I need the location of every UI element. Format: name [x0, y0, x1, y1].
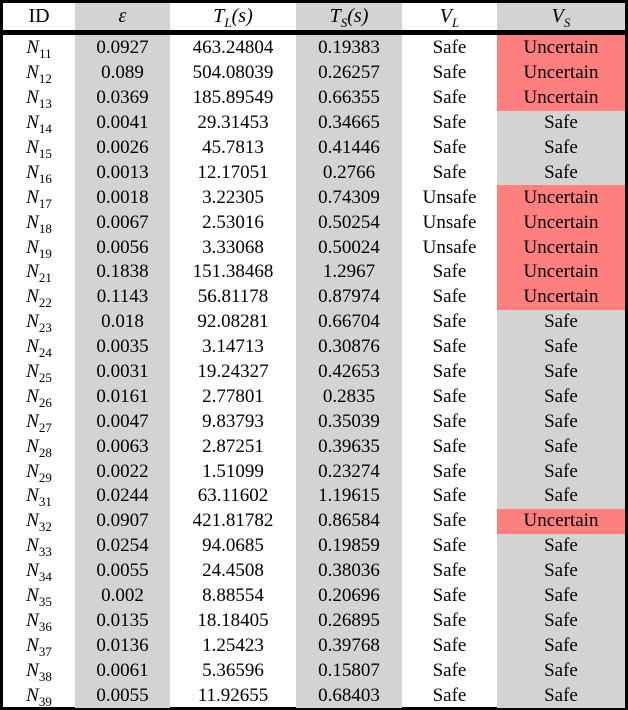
table-row — [3, 584, 625, 609]
header-epsilon — [75, 3, 170, 30]
vs-cell: Safe — [497, 136, 625, 161]
ts-cell: 0.39635 — [296, 434, 402, 459]
id-cell — [3, 310, 75, 335]
table-row — [3, 683, 625, 708]
ts-cell: 0.35039 — [296, 409, 402, 434]
id-main: N — [26, 361, 39, 383]
id-cell — [3, 335, 75, 360]
id-main: N — [26, 634, 39, 656]
header-row — [3, 3, 625, 30]
ts-cell: 0.68403 — [296, 683, 402, 708]
id-main: N — [26, 684, 39, 706]
vl-cell: Safe — [432, 87, 467, 109]
id-cell — [3, 136, 75, 161]
table-row — [3, 61, 625, 86]
epsilon-cell: 0.0136 — [75, 633, 170, 658]
vs-cell: Safe — [497, 683, 625, 708]
id-cell — [3, 484, 75, 509]
id-cell — [3, 260, 75, 285]
tl-cell: 463.24804 — [192, 37, 274, 59]
id-main: N — [26, 560, 39, 582]
vl-cell: Safe — [432, 161, 467, 183]
ts-cell: 0.23274 — [296, 459, 402, 484]
id-main: N — [26, 286, 39, 308]
id-main: N — [26, 186, 39, 208]
epsilon-cell: 0.0018 — [75, 185, 170, 210]
ts-cell: 1.2967 — [296, 260, 402, 285]
vl-cell: Safe — [432, 485, 467, 507]
epsilon-cell: 0.089 — [75, 61, 170, 86]
vs-cell: Safe — [497, 409, 625, 434]
id-sub: 19 — [38, 245, 52, 261]
id-cell — [3, 86, 75, 111]
vs-cell: Safe — [497, 559, 625, 584]
epsilon-cell: 0.0026 — [75, 136, 170, 161]
vl-cell: Safe — [432, 112, 467, 134]
id-cell — [3, 584, 75, 609]
table-row — [3, 235, 625, 260]
id-sub: 28 — [38, 444, 52, 460]
tl-cell: 92.08281 — [197, 311, 269, 333]
header-vs-main: V — [551, 5, 564, 27]
header-vs — [497, 3, 625, 30]
table-row — [3, 285, 625, 310]
id-sub: 33 — [38, 544, 52, 560]
vs-cell: Safe — [497, 484, 625, 509]
id-sub: 36 — [38, 618, 52, 634]
ts-cell: 1.19615 — [296, 484, 402, 509]
id-sub: 37 — [38, 643, 52, 659]
tl-cell: 1.51099 — [202, 460, 264, 482]
tl-cell: 45.7813 — [202, 137, 264, 158]
vs-cell: Uncertain — [497, 260, 625, 285]
epsilon-cell: 0.0022 — [75, 459, 170, 484]
ts-cell: 0.26257 — [296, 61, 402, 86]
vl-cell: Unsafe — [422, 186, 477, 208]
id-sub: 34 — [38, 569, 52, 585]
table-body — [0, 32, 628, 710]
id-sub: 24 — [38, 345, 52, 361]
epsilon-cell: 0.1143 — [75, 285, 170, 310]
id-cell — [3, 409, 75, 434]
tl-cell: 56.81178 — [197, 286, 269, 308]
ts-cell: 0.19383 — [296, 35, 402, 61]
ts-cell: 0.26895 — [296, 608, 402, 633]
vl-cell: Safe — [432, 659, 467, 681]
id-cell — [3, 459, 75, 484]
vl-cell: Unsafe — [422, 236, 477, 258]
id-cell — [3, 185, 75, 210]
tl-cell: 8.88554 — [202, 585, 264, 607]
vs-cell: Uncertain — [497, 210, 625, 235]
id-main: N — [26, 37, 40, 59]
epsilon-cell: 0.0055 — [75, 559, 170, 584]
id-main: N — [26, 585, 39, 607]
tl-cell: 1.25423 — [202, 634, 264, 656]
header-epsilon-label: ε — [118, 5, 127, 27]
ts-cell: 0.15807 — [296, 658, 402, 683]
id-sub: 16 — [38, 170, 52, 186]
vs-cell: Uncertain — [497, 61, 625, 86]
header-vs-sub: S — [563, 15, 571, 30]
vl-cell: Safe — [432, 336, 467, 358]
vl-cell: Safe — [432, 261, 467, 283]
table-header — [0, 0, 628, 33]
id-sub: 29 — [38, 469, 52, 485]
id-main: N — [26, 311, 39, 333]
vl-cell: Safe — [432, 62, 467, 84]
vs-cell: Safe — [497, 310, 625, 335]
vl-cell: Safe — [432, 510, 467, 532]
id-cell — [3, 61, 75, 86]
ts-cell: 0.20696 — [296, 584, 402, 609]
epsilon-cell: 0.0061 — [75, 658, 170, 683]
vs-cell: Uncertain — [497, 509, 625, 534]
id-cell — [3, 683, 75, 708]
id-main: N — [26, 261, 39, 283]
vl-cell: Safe — [432, 37, 467, 59]
header-vl — [402, 3, 497, 30]
ts-cell: 0.66704 — [296, 310, 402, 335]
header-tl — [170, 3, 296, 30]
vl-cell: Safe — [432, 585, 467, 607]
epsilon-cell: 0.0254 — [75, 534, 170, 559]
id-sub: 14 — [38, 121, 52, 137]
id-main: N — [26, 161, 39, 183]
id-main: N — [26, 410, 39, 432]
table-row — [3, 484, 625, 509]
table-row — [3, 658, 625, 683]
vl-cell: Safe — [432, 385, 467, 407]
id-cell — [3, 434, 75, 459]
epsilon-cell: 0.0161 — [75, 384, 170, 409]
vl-cell: Safe — [432, 460, 467, 482]
table-row — [3, 459, 625, 484]
id-cell — [3, 608, 75, 633]
epsilon-cell: 0.0056 — [75, 235, 170, 260]
vl-cell: Safe — [432, 560, 467, 582]
table-row — [3, 384, 625, 409]
ts-cell: 0.42653 — [296, 360, 402, 385]
tl-cell: 2.77801 — [202, 385, 264, 407]
id-cell — [3, 534, 75, 559]
table-row — [3, 210, 625, 235]
vl-cell: Safe — [432, 435, 467, 457]
table-row — [3, 260, 625, 285]
table-row — [3, 608, 625, 633]
id-main: N — [26, 137, 39, 158]
id-main: N — [26, 211, 39, 233]
id-sub: 17 — [38, 195, 52, 211]
tl-cell: 9.83793 — [202, 410, 264, 432]
tl-cell: 421.81782 — [192, 510, 274, 532]
tl-cell: 11.92655 — [197, 684, 269, 706]
id-main: N — [26, 485, 39, 507]
vs-cell: Safe — [497, 633, 625, 658]
ts-cell: 0.2835 — [296, 384, 402, 409]
ts-cell: 0.2766 — [296, 160, 402, 185]
vs-cell: Safe — [497, 384, 625, 409]
ts-cell: 0.41446 — [296, 136, 402, 161]
ts-cell: 0.34665 — [296, 111, 402, 136]
tl-cell: 2.87251 — [202, 435, 264, 457]
vl-cell: Safe — [432, 609, 467, 631]
id-sub: 15 — [38, 146, 52, 161]
epsilon-cell: 0.002 — [75, 584, 170, 609]
id-sub: 18 — [38, 220, 52, 236]
table-row — [3, 111, 625, 136]
vs-cell: Safe — [497, 534, 625, 559]
vs-cell: Safe — [497, 160, 625, 185]
id-sub: 32 — [38, 519, 52, 535]
vs-cell: Uncertain — [497, 285, 625, 310]
id-cell — [3, 658, 75, 683]
epsilon-cell: 0.0035 — [75, 335, 170, 360]
id-sub: 26 — [38, 394, 52, 410]
id-cell — [3, 633, 75, 658]
id-sub: 22 — [38, 295, 52, 311]
table-row — [3, 509, 625, 534]
epsilon-cell: 0.018 — [75, 310, 170, 335]
vl-cell: Safe — [432, 684, 467, 706]
ts-cell: 0.50024 — [296, 235, 402, 260]
vl-cell: Safe — [432, 361, 467, 383]
tl-cell: 504.08039 — [192, 62, 274, 84]
ts-cell: 0.87974 — [296, 285, 402, 310]
id-cell — [3, 559, 75, 584]
epsilon-cell: 0.0047 — [75, 409, 170, 434]
id-main: N — [26, 659, 39, 681]
ts-cell: 0.66355 — [296, 86, 402, 111]
header-ts-suffix: (s) — [347, 5, 369, 27]
ts-cell: 0.86584 — [296, 509, 402, 534]
vl-cell: Safe — [432, 137, 467, 158]
header-tl-sub: L — [224, 15, 232, 30]
id-sub: 27 — [38, 419, 52, 435]
vs-cell: Uncertain — [497, 35, 625, 61]
id-sub: 12 — [38, 71, 52, 87]
id-cell — [3, 210, 75, 235]
ts-cell: 0.74309 — [296, 185, 402, 210]
header-ts-main: T — [329, 5, 341, 27]
header-id: ID — [28, 5, 50, 27]
tl-cell: 185.89549 — [192, 87, 274, 109]
epsilon-cell: 0.0013 — [75, 160, 170, 185]
epsilon-cell: 0.0063 — [75, 434, 170, 459]
id-sub: 23 — [38, 320, 52, 336]
ts-cell: 0.39768 — [296, 633, 402, 658]
table-row — [3, 35, 625, 61]
epsilon-cell: 0.0244 — [75, 484, 170, 509]
tl-cell: 29.31453 — [197, 112, 269, 134]
id-cell — [3, 384, 75, 409]
tl-cell: 3.22305 — [202, 186, 264, 208]
vs-cell: Uncertain — [497, 235, 625, 260]
id-main: N — [26, 535, 39, 557]
epsilon-cell: 0.0369 — [75, 86, 170, 111]
tl-cell: 151.38468 — [192, 261, 274, 283]
id-sub: 38 — [38, 668, 52, 684]
ts-cell: 0.19859 — [296, 534, 402, 559]
id-sub: 13 — [38, 96, 52, 112]
epsilon-cell: 0.0135 — [75, 608, 170, 633]
table-row — [3, 185, 625, 210]
table-row — [3, 434, 625, 459]
epsilon-cell: 0.0041 — [75, 111, 170, 136]
id-cell — [3, 235, 75, 260]
table-row — [3, 136, 625, 161]
vl-cell: Unsafe — [422, 211, 477, 233]
header-tl-suffix: (s) — [231, 5, 253, 27]
vs-cell: Safe — [497, 584, 625, 609]
vs-cell: Safe — [497, 360, 625, 385]
vl-cell: Safe — [432, 410, 467, 432]
id-main: N — [26, 609, 39, 631]
id-cell — [3, 111, 75, 136]
id-main: N — [26, 385, 39, 407]
table-row — [3, 160, 625, 185]
vl-cell: Safe — [432, 311, 467, 333]
tl-cell: 18.18405 — [197, 609, 269, 631]
id-cell — [3, 285, 75, 310]
ts-cell: 0.38036 — [296, 559, 402, 584]
vs-cell: Uncertain — [497, 86, 625, 111]
header-vl-main: V — [439, 5, 452, 27]
epsilon-cell: 0.0927 — [75, 35, 170, 61]
id-main: N — [26, 62, 39, 84]
tl-cell: 19.24327 — [197, 361, 269, 383]
vl-cell: Safe — [432, 535, 467, 557]
ts-cell: 0.50254 — [296, 210, 402, 235]
table-row — [3, 559, 625, 584]
id-main: N — [26, 87, 39, 109]
epsilon-cell: 0.0067 — [75, 210, 170, 235]
epsilon-cell: 0.1838 — [75, 260, 170, 285]
header-ts-sub: S — [340, 15, 348, 30]
vl-cell: Safe — [432, 286, 467, 308]
vs-cell: Safe — [497, 434, 625, 459]
id-main: N — [26, 112, 39, 134]
id-cell — [3, 160, 75, 185]
id-sub: 11 — [39, 46, 52, 62]
tl-cell: 5.36596 — [202, 659, 264, 681]
id-sub: 35 — [38, 594, 52, 610]
vs-cell: Safe — [497, 335, 625, 360]
id-cell — [3, 509, 75, 534]
tl-cell: 2.53016 — [202, 211, 264, 233]
id-sub: 21 — [38, 270, 52, 286]
tl-cell: 24.4508 — [202, 560, 264, 582]
vs-cell: Safe — [497, 111, 625, 136]
table-row — [3, 86, 625, 111]
table-row — [3, 335, 625, 360]
id-main: N — [26, 236, 39, 258]
tl-cell: 63.11602 — [197, 485, 269, 507]
epsilon-cell: 0.0031 — [75, 360, 170, 385]
vs-cell: Safe — [497, 459, 625, 484]
id-main: N — [26, 336, 39, 358]
id-cell — [3, 360, 75, 385]
table-row — [3, 360, 625, 385]
vs-cell: Safe — [497, 658, 625, 683]
header-ts — [296, 3, 402, 30]
header-vl-sub: L — [451, 15, 460, 30]
tl-cell: 3.14713 — [202, 336, 264, 358]
header-tl-main: T — [213, 5, 225, 27]
table-row — [3, 310, 625, 335]
id-main: N — [26, 510, 39, 532]
vs-cell: Uncertain — [497, 185, 625, 210]
vs-cell: Safe — [497, 608, 625, 633]
table-row — [3, 409, 625, 434]
table-row — [3, 534, 625, 559]
id-sub: 25 — [38, 370, 52, 386]
ts-cell: 0.30876 — [296, 335, 402, 360]
epsilon-cell: 0.0055 — [75, 683, 170, 708]
id-cell — [3, 35, 75, 61]
epsilon-cell: 0.0907 — [75, 509, 170, 534]
id-sub: 39 — [38, 693, 52, 709]
table-row — [3, 633, 625, 658]
id-main: N — [26, 435, 39, 457]
id-sub: 31 — [38, 494, 52, 510]
tl-cell: 94.0685 — [202, 535, 264, 557]
tl-cell: 12.17051 — [197, 161, 269, 183]
tl-cell: 3.33068 — [202, 236, 264, 258]
table-rows — [3, 35, 625, 708]
vl-cell: Safe — [432, 634, 467, 656]
id-main: N — [26, 460, 39, 482]
